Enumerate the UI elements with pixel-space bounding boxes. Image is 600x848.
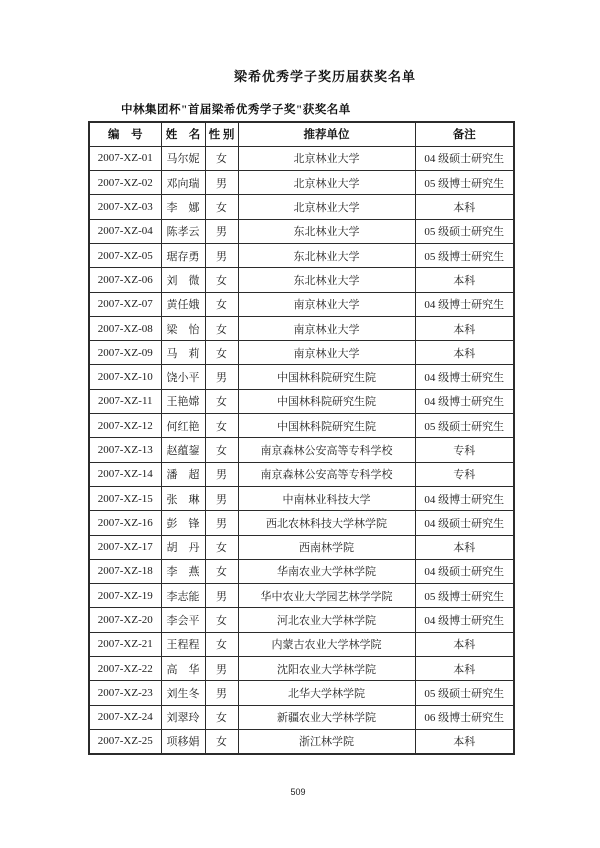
cell-note: 05 级博士研究生 [415,243,514,267]
cell-id: 2007-XZ-22 [89,657,161,681]
cell-id: 2007-XZ-25 [89,729,161,753]
cell-note: 06 级博士研究生 [415,705,514,729]
cell-gender: 女 [205,535,238,559]
table-row [89,438,514,462]
cell-gender: 女 [205,608,238,632]
cell-unit: 东北林业大学 [238,268,415,292]
cell-note: 04 级博士研究生 [415,365,514,389]
cell-gender: 男 [205,243,238,267]
cell-note: 05 级硕士研究生 [415,219,514,243]
table-row [89,535,514,559]
cell-name: 梁 怡 [161,316,205,340]
cell-unit: 东北林业大学 [238,243,415,267]
table-row [89,462,514,486]
cell-note: 本科 [415,729,514,753]
cell-unit: 北京林业大学 [238,146,415,170]
table-row [89,171,514,195]
table-row [89,705,514,729]
cell-name: 王程程 [161,632,205,656]
cell-note: 专科 [415,462,514,486]
cell-name: 马 莉 [161,341,205,365]
cell-note: 本科 [415,268,514,292]
award-winners-table [88,121,515,755]
cell-unit: 南京林业大学 [238,341,415,365]
table-row [89,341,514,365]
cell-gender: 女 [205,414,238,438]
header-unit: 推荐单位 [238,122,415,146]
cell-unit: 南京林业大学 [238,316,415,340]
table-row [89,219,514,243]
cell-name: 王艳嫦 [161,389,205,413]
cell-name: 李会平 [161,608,205,632]
cell-id: 2007-XZ-13 [89,438,161,462]
cell-name: 何红艳 [161,414,205,438]
cell-gender: 男 [205,657,238,681]
cell-name: 刘 微 [161,268,205,292]
cell-gender: 女 [205,341,238,365]
cell-gender: 女 [205,316,238,340]
cell-note: 04 级硕士研究生 [415,146,514,170]
cell-unit: 东北林业大学 [238,219,415,243]
cell-unit: 华南农业大学林学院 [238,559,415,583]
cell-id: 2007-XZ-11 [89,389,161,413]
table-row [89,292,514,316]
cell-id: 2007-XZ-10 [89,365,161,389]
cell-name: 刘翠玲 [161,705,205,729]
table-row [89,389,514,413]
cell-id: 2007-XZ-05 [89,243,161,267]
cell-unit: 中国林科院研究生院 [238,365,415,389]
cell-unit: 华中农业大学园艺林学学院 [238,584,415,608]
cell-unit: 中南林业科技大学 [238,486,415,510]
table-header-row [89,122,514,146]
cell-gender: 男 [205,584,238,608]
cell-note: 05 级博士研究生 [415,584,514,608]
cell-unit: 浙江林学院 [238,729,415,753]
cell-unit: 新疆农业大学林学院 [238,705,415,729]
cell-note: 本科 [415,316,514,340]
cell-gender: 男 [205,511,238,535]
cell-id: 2007-XZ-21 [89,632,161,656]
cell-name: 项移娟 [161,729,205,753]
cell-name: 李 娜 [161,195,205,219]
cell-id: 2007-XZ-19 [89,584,161,608]
cell-note: 本科 [415,341,514,365]
page-number: 509 [290,787,306,797]
cell-unit: 南京林业大学 [238,292,415,316]
cell-gender: 女 [205,559,238,583]
cell-note: 04 级博士研究生 [415,292,514,316]
table-row [89,511,514,535]
cell-name: 潘 超 [161,462,205,486]
cell-unit: 南京森林公安高等专科学校 [238,462,415,486]
table-row [89,195,514,219]
table-row [89,486,514,510]
cell-gender: 女 [205,705,238,729]
cell-name: 彭 锋 [161,511,205,535]
cell-id: 2007-XZ-23 [89,681,161,705]
cell-unit: 中国林科院研究生院 [238,414,415,438]
cell-id: 2007-XZ-17 [89,535,161,559]
cell-note: 04 级硕士研究生 [415,559,514,583]
cell-name: 琚存勇 [161,243,205,267]
section-subtitle: 中林集团杯"首届梁希优秀学子奖"获奖名单 [121,104,351,116]
cell-id: 2007-XZ-16 [89,511,161,535]
cell-note: 05 级博士研究生 [415,171,514,195]
table-row [89,365,514,389]
cell-note: 04 级博士研究生 [415,389,514,413]
cell-gender: 女 [205,438,238,462]
cell-name: 陈孝云 [161,219,205,243]
cell-note: 本科 [415,195,514,219]
cell-unit: 北京林业大学 [238,195,415,219]
table-row [89,608,514,632]
table-row [89,146,514,170]
document-title: 梁希优秀学子奖历届获奖名单 [233,69,416,84]
cell-gender: 女 [205,292,238,316]
cell-name: 胡 丹 [161,535,205,559]
cell-gender: 男 [205,365,238,389]
cell-id: 2007-XZ-09 [89,341,161,365]
cell-id: 2007-XZ-03 [89,195,161,219]
cell-unit: 中国林科院研究生院 [238,389,415,413]
cell-unit: 北华大学林学院 [238,681,415,705]
cell-note: 本科 [415,632,514,656]
cell-unit: 北京林业大学 [238,171,415,195]
cell-note: 专科 [415,438,514,462]
table-row [89,268,514,292]
cell-name: 高 华 [161,657,205,681]
header-id: 编 号 [89,122,161,146]
cell-note: 本科 [415,535,514,559]
table-row [89,316,514,340]
cell-gender: 女 [205,729,238,753]
cell-name: 邓向瑞 [161,171,205,195]
cell-id: 2007-XZ-24 [89,705,161,729]
cell-id: 2007-XZ-14 [89,462,161,486]
cell-gender: 女 [205,146,238,170]
table-row [89,657,514,681]
cell-note: 04 级硕士研究生 [415,511,514,535]
cell-name: 饶小平 [161,365,205,389]
cell-id: 2007-XZ-07 [89,292,161,316]
cell-id: 2007-XZ-08 [89,316,161,340]
table-row [89,729,514,753]
cell-name: 马尔妮 [161,146,205,170]
cell-gender: 女 [205,268,238,292]
cell-name: 李 燕 [161,559,205,583]
cell-id: 2007-XZ-20 [89,608,161,632]
cell-gender: 男 [205,219,238,243]
cell-gender: 男 [205,171,238,195]
cell-gender: 男 [205,486,238,510]
cell-name: 刘生冬 [161,681,205,705]
cell-name: 张 琳 [161,486,205,510]
cell-id: 2007-XZ-04 [89,219,161,243]
cell-unit: 沈阳农业大学林学院 [238,657,415,681]
cell-name: 李志能 [161,584,205,608]
cell-unit: 西南林学院 [238,535,415,559]
cell-gender: 男 [205,681,238,705]
table-row [89,414,514,438]
award-table-body [89,146,514,753]
cell-unit: 河北农业大学林学院 [238,608,415,632]
cell-id: 2007-XZ-15 [89,486,161,510]
cell-note: 本科 [415,657,514,681]
table-row [89,632,514,656]
cell-gender: 女 [205,389,238,413]
cell-id: 2007-XZ-02 [89,171,161,195]
header-note: 备注 [415,122,514,146]
header-name: 姓 名 [161,122,205,146]
cell-id: 2007-XZ-12 [89,414,161,438]
cell-unit: 内蒙古农业大学林学院 [238,632,415,656]
cell-note: 04 级博士研究生 [415,608,514,632]
table-row [89,559,514,583]
cell-unit: 西北农林科技大学林学院 [238,511,415,535]
cell-id: 2007-XZ-18 [89,559,161,583]
cell-name: 黄任娥 [161,292,205,316]
cell-unit: 南京森林公安高等专科学校 [238,438,415,462]
cell-id: 2007-XZ-01 [89,146,161,170]
cell-note: 05 级硕士研究生 [415,414,514,438]
cell-gender: 女 [205,195,238,219]
cell-note: 05 级硕士研究生 [415,681,514,705]
table-row [89,584,514,608]
cell-id: 2007-XZ-06 [89,268,161,292]
header-gender: 性 别 [205,122,238,146]
table-row [89,681,514,705]
cell-gender: 女 [205,632,238,656]
cell-note: 04 级博士研究生 [415,486,514,510]
table-row [89,243,514,267]
cell-name: 赵蕴鋆 [161,438,205,462]
cell-gender: 男 [205,462,238,486]
